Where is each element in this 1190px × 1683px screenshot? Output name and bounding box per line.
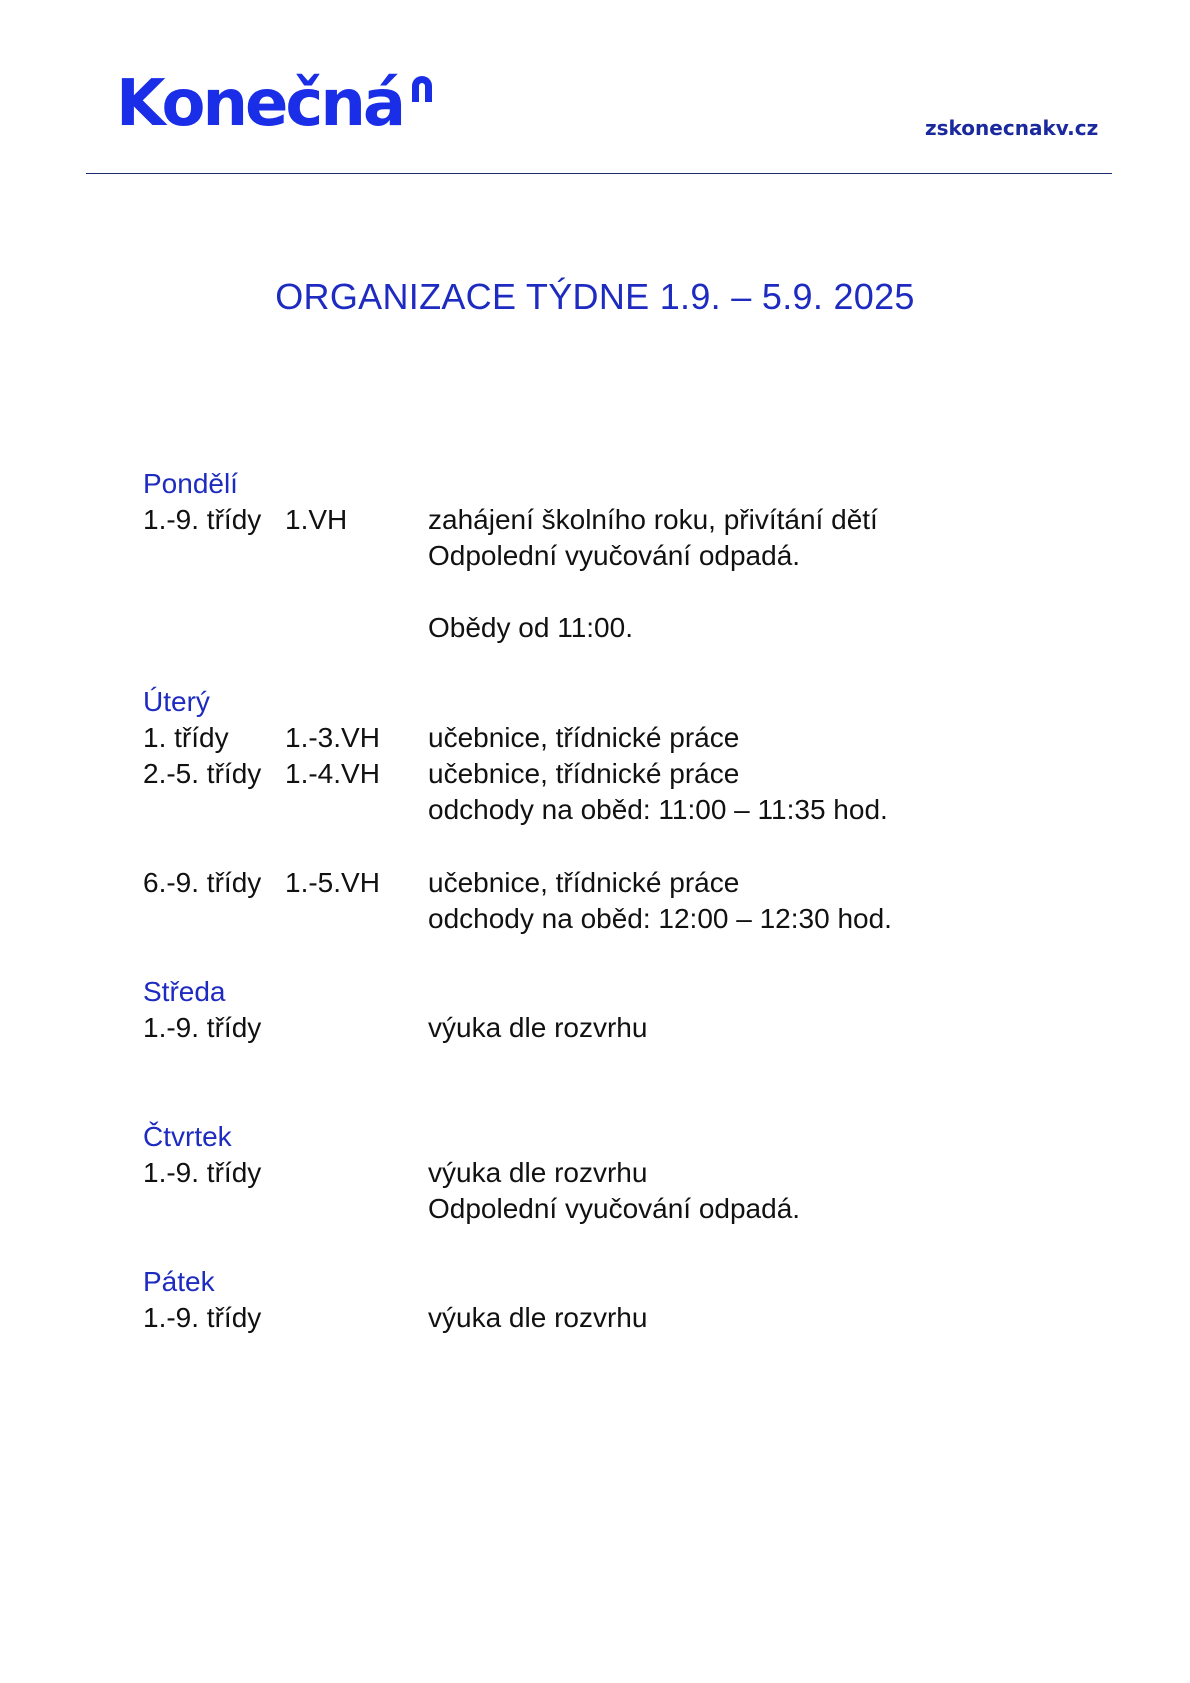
day-heading-monday: Pondělí [143,468,238,499]
logo-arc-icon [412,76,432,102]
school-logo: Konečná [116,67,404,141]
row-text: zahájení školního roku, přivítání dětí [428,504,878,535]
row-text: odchody na oběd: 11:00 – 11:35 hod. [428,794,888,825]
row-hours: 1.-4.VH [285,758,380,789]
website-link[interactable]: zskonecnakv.cz [925,116,1099,140]
row-classes: 1. třídy [143,722,229,753]
row-text: výuka dle rozvrhu [428,1302,648,1333]
row-hours: 1.-5.VH [285,867,380,898]
page-title: ORGANIZACE TÝDNE 1.9. – 5.9. 2025 [275,276,915,317]
row-classes: 1.-9. třídy [143,1157,262,1188]
row-text: Odpolední vyučování odpadá. [428,540,801,571]
header-divider [86,173,1112,174]
row-classes: 6.-9. třídy [143,867,262,898]
row-classes: 1.-9. třídy [143,1302,262,1333]
day-heading-wednesday: Středa [143,976,226,1007]
row-hours: 1.-3.VH [285,722,380,753]
day-heading-tuesday: Úterý [143,686,210,717]
row-text: výuka dle rozvrhu [428,1012,648,1043]
row-classes: 1.-9. třídy [143,504,262,535]
row-text: výuka dle rozvrhu [428,1157,648,1188]
row-hours: 1.VH [285,504,348,535]
row-text: učebnice, třídnické práce [428,722,740,753]
row-text: Obědy od 11:00. [428,612,633,643]
row-classes: 2.-5. třídy [143,758,262,789]
day-heading-friday: Pátek [143,1266,215,1297]
row-text: Odpolední vyučování odpadá. [428,1193,801,1224]
row-classes: 1.-9. třídy [143,1012,262,1043]
day-heading-thursday: Čtvrtek [143,1121,232,1152]
row-text: učebnice, třídnické práce [428,867,740,898]
row-text: učebnice, třídnické práce [428,758,740,789]
row-text: odchody na oběd: 12:00 – 12:30 hod. [428,903,892,934]
